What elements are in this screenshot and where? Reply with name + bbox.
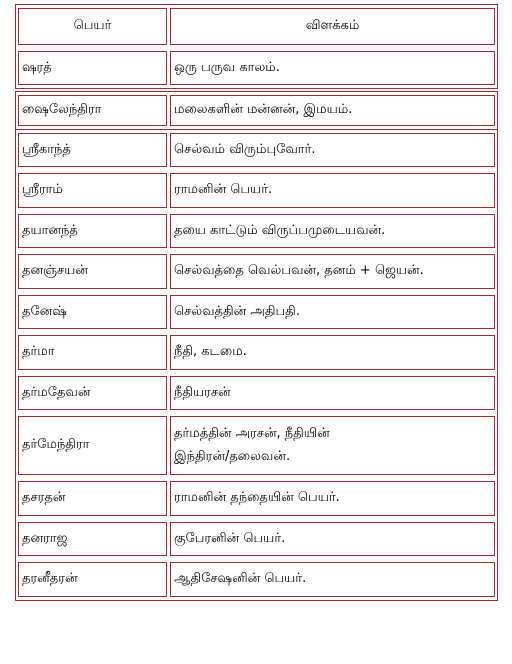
names-table-middle — [15, 91, 498, 130]
table-row — [16, 130, 497, 170]
name-cell: தர்மதேவன் — [18, 376, 167, 410]
meaning-cell: குபேரனின் பெயர். — [170, 522, 495, 556]
meaning-cell: ஆதிசேஷனின் பெயர். — [170, 562, 495, 597]
meaning-cell: ராமனின் தந்தையின் பெயர். — [170, 481, 495, 516]
table-row — [16, 332, 497, 373]
table-header-row — [16, 5, 497, 48]
meaning-line-2: இந்திரன்/தலைவன். — [174, 448, 291, 464]
meaning-cell: ஒரு பருவ காலம். — [170, 51, 495, 85]
meaning-cell: செல்வத்தை வெல்பவன், தனம் + ஜெயன். — [170, 254, 495, 289]
meaning-line-1: தர்மத்தின் அரசன், நீதியின் — [174, 425, 330, 441]
meaning-cell: ராமனின் பெயர். — [170, 173, 495, 208]
table-row — [16, 519, 497, 559]
table-row — [16, 170, 497, 211]
name-cell: தனேஷ் — [18, 295, 167, 329]
meaning-cell: மலைகளின் மன்னன், இமயம். — [170, 95, 495, 126]
name-cell: தர்மா — [18, 335, 167, 370]
names-table-main — [15, 129, 498, 601]
table-row — [16, 478, 497, 519]
table-row — [16, 559, 497, 600]
name-cell: தயானந்த் — [18, 214, 167, 248]
table-row — [16, 373, 497, 413]
table-row — [16, 251, 497, 292]
meaning-cell: தயை காட்டும் விருப்பமுடையவன். — [170, 214, 495, 248]
name-cell: தர்மேந்திரா — [18, 416, 167, 475]
name-cell: ஸ்ரீகாந்த் — [18, 133, 167, 167]
table-row — [16, 413, 497, 478]
meaning-cell: செல்வம் விரும்புவோர். — [170, 133, 495, 167]
table-row — [16, 292, 497, 332]
name-cell: தரனீதரன் — [18, 562, 167, 597]
meaning-cell: செல்வத்தின் அதிபதி. — [170, 295, 495, 329]
table-row — [16, 48, 497, 88]
names-table-top — [15, 4, 498, 89]
meaning-cell: நீதி, கடமை. — [170, 335, 495, 370]
name-cell: தனராஜ — [18, 522, 167, 556]
name-cell: ஸ்ரீராம் — [18, 173, 167, 208]
name-cell: ஷரத் — [18, 51, 167, 85]
table-row — [16, 92, 497, 129]
name-cell: தனஞ்சயன் — [18, 254, 167, 289]
header-meaning: விளக்கம் — [170, 8, 495, 45]
name-cell: ஷைலேந்திரா — [18, 95, 167, 126]
meaning-cell: நீதியரசன் — [170, 376, 495, 410]
meaning-cell — [170, 416, 495, 475]
header-name: பெயர் — [18, 8, 167, 45]
name-cell: தசரதன் — [18, 481, 167, 516]
table-row — [16, 211, 497, 251]
